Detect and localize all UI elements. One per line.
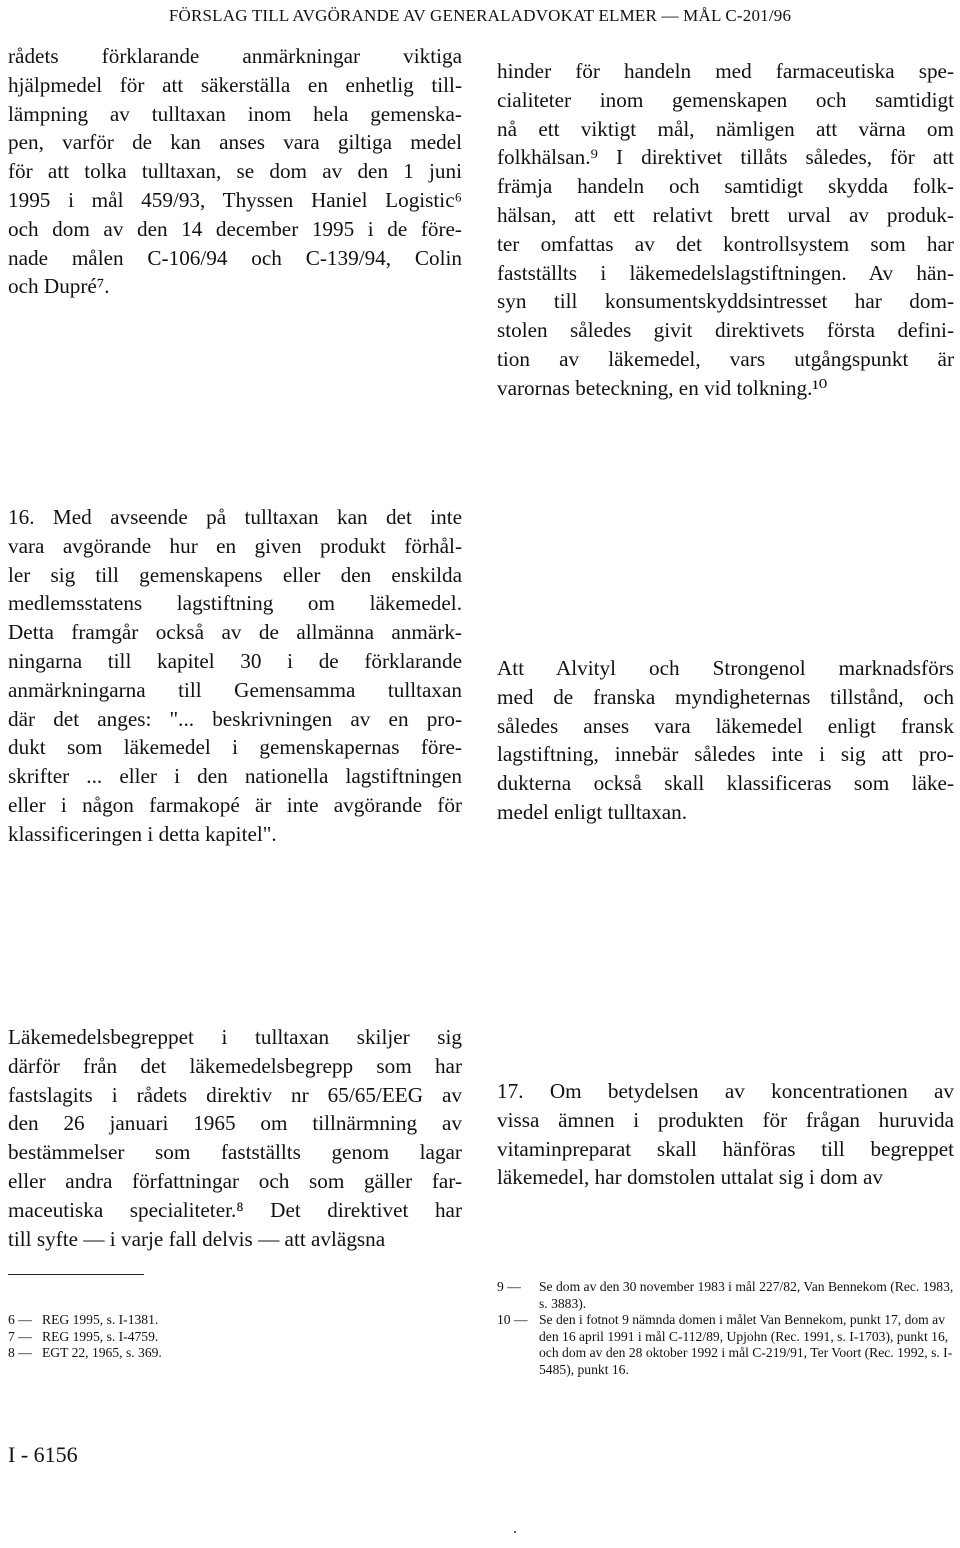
text-line: bestämmelser som fastställts genom lagar: [8, 1140, 462, 1165]
footnote: [497, 1279, 957, 1312]
text-line: den 26 januari 1965 om tillnärmning av: [8, 1111, 462, 1136]
left-para-lakemedelsbegreppet: [8, 1023, 462, 1253]
footnote-text: REG 1995, s. I-1381.: [42, 1312, 159, 1327]
text-line: ler sig till gemenskapens eller den enskilda: [8, 562, 462, 587]
text-line: hjälpmedel för att säkerställa en enhetlig till-: [8, 72, 462, 97]
text-line: vara avgörande hur en given produkt förhål-: [8, 533, 462, 558]
text-line: eller andra författningar och som gäller far-: [8, 1168, 462, 1193]
text-line: 17. Om betydelsen av koncentrationen av: [497, 1079, 954, 1103]
text-line: folkhälsan.⁹ I direktivet tillåts således, för att: [497, 145, 954, 170]
text-line: därför från det läkemedelsbegrepp som har: [8, 1053, 462, 1078]
footnote-text: REG 1995, s. I-4759.: [42, 1328, 159, 1344]
footnote-text: Se dom av den 30 november 1983 i mål 227/82, Van Bennekom (Rec. 1983, s. 3883).: [539, 1279, 954, 1311]
stray-mark: [514, 1531, 516, 1533]
text-line: lagstiftning, innebär således inte i sig att pro-: [497, 742, 954, 767]
text-line: eller i någon farmakopé är inte avgörande för: [8, 792, 462, 817]
text-line: således anses vara läkemedel enligt fransk: [497, 713, 954, 738]
text-line: hälsan, att ett relativt brett urval av produk-: [497, 202, 954, 227]
text-line: till syfte — i varje fall delvis — att avlägsna: [8, 1226, 386, 1251]
text-line: fastslagits i rådets direktiv nr 65/65/EEG av: [8, 1082, 462, 1107]
text-line: varornas beteckning, en vid tolkning.¹⁰: [497, 375, 828, 400]
right-para-1: [497, 57, 954, 403]
text-line: stolen således givit direktivets första defini-: [497, 318, 954, 343]
footnote: [497, 1312, 957, 1378]
text-line: pen, varför de kan anses vara giltiga medel: [8, 130, 462, 155]
footnote-number: 6 —: [8, 1312, 32, 1327]
text-line: Att Alvityl och Strongenol marknadsförs: [497, 656, 954, 680]
running-header: FÖRSLAG TILL AVGÖRANDE AV GENERALADVOKAT ELMER — MÅL C-201/96: [168, 6, 792, 25]
text-line: skrifter ... eller i den nationella lagstiftningen: [8, 764, 462, 789]
footnote-rule: [8, 1274, 144, 1275]
text-line: ningarna till kapitel 30 i de förklarande: [8, 648, 462, 673]
text-line: ter omfattas av det kontrollsystem som har: [497, 231, 954, 256]
text-line: medel enligt tulltaxan.: [497, 799, 688, 824]
text-line: nade målen C-106/94 och C-139/94, Colin: [8, 245, 462, 270]
text-line: vissa ämnen i produkten för frågan huruvida: [497, 1107, 954, 1132]
text-line: dukt som läkemedel i gemenskapernas före-: [8, 735, 462, 760]
text-line: 1995 i mål 459/93, Thyssen Haniel Logistic⁶: [8, 187, 462, 212]
text-line: Detta framgår också av de allmänna anmärk-: [8, 620, 462, 645]
text-line: klassificeringen i detta kapitel".: [8, 821, 277, 846]
text-line: syn till konsumentskyddsintresset har dom-: [497, 289, 954, 314]
footnote-number: 9 —: [497, 1279, 521, 1294]
text-line: vitaminpreparat skall hänföras till begreppet: [497, 1136, 954, 1161]
text-line: dukterna också skall klassificeras som läke-: [497, 771, 954, 796]
text-line: medlemsstatens lagstiftning om läkemedel.: [8, 591, 462, 616]
footnote-number: 10 —: [497, 1312, 528, 1327]
text-line: maceutiska specialiteter.⁸ Det direktivet har: [8, 1197, 462, 1222]
text-line: anmärkningarna till Gemensamma tulltaxan: [8, 677, 462, 702]
footnote-number: 8 —: [8, 1345, 32, 1360]
text-line: rådets förklarande anmärkningar viktiga: [8, 44, 462, 68]
left-para-1: [8, 42, 462, 301]
right-para-alvityl: [497, 654, 954, 827]
text-line: hinder för handeln med farmaceutiska spe-: [497, 59, 954, 83]
footnote: [8, 1312, 308, 1329]
footnote: [8, 1329, 308, 1346]
footnotes-left: [8, 1312, 308, 1362]
text-line: tion av läkemedel, vars utgångspunkt är: [497, 346, 954, 371]
text-line: nå ett viktigt mål, nämligen att värna om: [497, 116, 954, 141]
text-line: 16. Med avseende på tulltaxan kan det inte: [8, 505, 462, 529]
text-line: läkemedel, har domstolen uttalat sig i dom av: [497, 1165, 883, 1190]
left-para-16: [8, 503, 462, 849]
footnote: [8, 1345, 308, 1362]
footnote-number: 7 —: [8, 1328, 32, 1344]
text-line: lämpning av tulltaxan inom hela gemenska-: [8, 101, 462, 126]
text-line: och dom av den 14 december 1995 i de före-: [8, 216, 462, 241]
text-line: för att tolka tulltaxan, se dom av den 1 juni: [8, 159, 462, 184]
text-line: fastställts i läkemedelslagstiftningen. Av hän-: [497, 260, 954, 285]
page-number: I - 6156: [8, 1442, 78, 1467]
text-line: där det anges: "... beskrivningen av en pro-: [8, 706, 462, 731]
text-line: främja handeln och samtidigt skydda folk-: [497, 174, 954, 199]
footnote-text: Se den i fotnot 9 nämnda domen i målet Van Bennekom, punkt 17, dom av den 16 april 1991 i mål C-112/89, Upjohn (Rec. 1991, s. I-1703), punkt 16, och dom av den 28 oktober 1992 i mål C-219/91, Ter Voort (Rec. 1992, s. I-5485), punkt 16.: [539, 1312, 953, 1377]
footnote-text: EGT 22, 1965, s. 369.: [42, 1345, 162, 1360]
text-line: Läkemedelsbegreppet i tulltaxan skiljer sig: [8, 1025, 462, 1049]
right-para-17: [497, 1077, 954, 1192]
text-line: cialiteter inom gemenskapen och samtidigt: [497, 87, 954, 112]
text-line: och Dupré⁷.: [8, 274, 110, 299]
footnotes-right: [497, 1279, 957, 1378]
text-line: med de franska myndigheternas tillstånd, och: [497, 684, 954, 709]
